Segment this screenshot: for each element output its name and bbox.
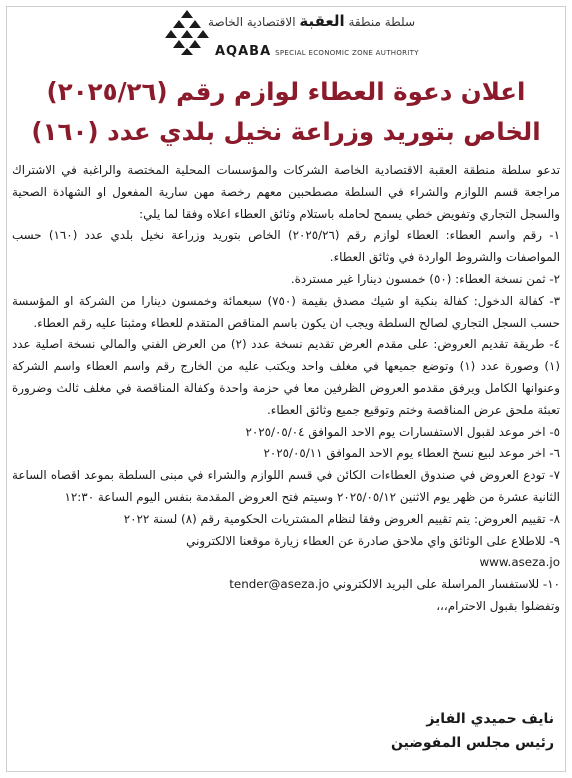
- intro-paragraph: تدعو سلطة منطقة العقبة الاقتصادية الخاصة الشركات والمؤسسات المحلية المختصة والراغبة في الاشتراك مراجعة قسم اللوازم والشراء في السلطة مصطحبين معهم رخصة مهن سارية المفعول او الشهادة الصحية والسجل التجاري وتفويض خطي يسمح لحامله باستلام وثائق العطاء اعلاه وفقا لما يلي:: [12, 163, 560, 221]
- logo-english-name: [215, 40, 419, 59]
- signatory-name: نايف حميدي الفايز: [426, 711, 554, 727]
- item-1: ١- رقم واسم العطاء: العطاء لوازم رقم (٢٠٢٥/٢٦) الخاص بتوريد وزراعة نخيل بلدي عدد (١٦٠) حسب المواصفات والشروط الواردة في وثائق العطاء.: [12, 228, 560, 265]
- item-4: ٤- طريقة تقديم العروض: على مقدم العرض تقديم نسخة عدد (٢) من العرض الفني والمالي نسخة اصلية عدد (١) وصورة عدد (١) وتوضع جميعها في مغلف واحد ويكتب عليه من الخارج رقم واسم العطاء واسم الشركة وعنوانها الكامل ويرفق مقدمو العروض الظرفين معا في حزمة واحدة وكفالة المناقصة في مغلف ثالث وضرورة تعبئة ملحق عرض المناقصة وختم وتوقيع جميع وثائق العطاء.: [12, 337, 561, 417]
- website-link[interactable]: www.aseza.jo: [479, 555, 560, 570]
- signatory-position: رئيس مجلس المفوضين: [391, 735, 554, 751]
- item-2: ٢- ثمن نسخة العطاء: (٥٠) خمسون دينارا غير مستردة.: [290, 271, 560, 286]
- item-9-text: ٩- للاطلاع على الوثائق واي ملاحق صادرة عن العطاء زيارة موقعنا الالكتروني: [186, 533, 560, 548]
- item-3: ٣- كفالة الدخول: كفالة بنكية او شيك مصدق بقيمة (٧٥٠) سبعمائة وخمسون دينارا من الشركة او المؤسسة حسب السجل التجاري لصالح السلطة ويجب ان يكون باسم المناقص المتقدم للعطاء ومثبتا عليه رقم العطاء.: [12, 293, 560, 330]
- logo-arabic-prefix: سلطة منطقة: [348, 15, 415, 29]
- announcement-body: [12, 160, 560, 618]
- item-6: ٦- اخر موعد لبيع نسخ العطاء يوم الاحد الموافق ٢٠٢٥/٠٥/١١: [263, 446, 560, 461]
- aqaba-logo-mark-icon: [163, 8, 211, 56]
- signature-block: [12, 707, 554, 755]
- closing-text: وتفضلوا بقبول الاحترام،،،: [436, 598, 560, 613]
- title-line-1: اعلان دعوة العطاء لوازم رقم (٢٠٢٥/٢٦): [46, 77, 526, 106]
- item-7: ٧- تودع العروض في صندوق العطاءات الكائن في قسم اللوازم والشراء في مبنى السلطة بموعد اقصاه الساعة الثانية عشرة من ظهر يوم الاثنين ٢٠٢٥/٠٥/١٢ وسيتم فتح العروض المقدمة بنفس اليوم الساعة ١٢:٣٠: [12, 468, 560, 504]
- title-line-2: الخاص بتوريد وزراعة نخيل بلدي عدد (١٦٠): [31, 117, 541, 146]
- aqaba-logo: [163, 6, 423, 60]
- email-link[interactable]: tender@aseza.jo: [229, 577, 330, 592]
- logo-arabic-suffix: الاقتصادية الخاصة: [208, 15, 296, 29]
- item-8: ٨- تقييم العروض: يتم تقييم العروض وفقا لنظام المشتريات الحكومية رقم (٨) لسنة ٢٠٢٢: [123, 511, 560, 526]
- item-9: [12, 531, 560, 575]
- item-5: ٥- اخر موعد لقبول الاستفسارات يوم الاحد الموافق ٢٠٢٥/٠٥/٠٤: [245, 424, 560, 439]
- logo-english-subtitle: SPECIAL ECONOMIC ZONE AUTHORITY: [275, 49, 419, 57]
- item-10-text: ١٠- للاستفسار المراسلة على البريد الالكتروني: [332, 577, 560, 592]
- item-10: [12, 574, 560, 596]
- logo-brand: العقبة: [299, 12, 345, 30]
- logo-arabic-name: [208, 12, 415, 30]
- logo-english-brand: AQABA: [215, 44, 272, 59]
- announcement-title: [20, 72, 552, 152]
